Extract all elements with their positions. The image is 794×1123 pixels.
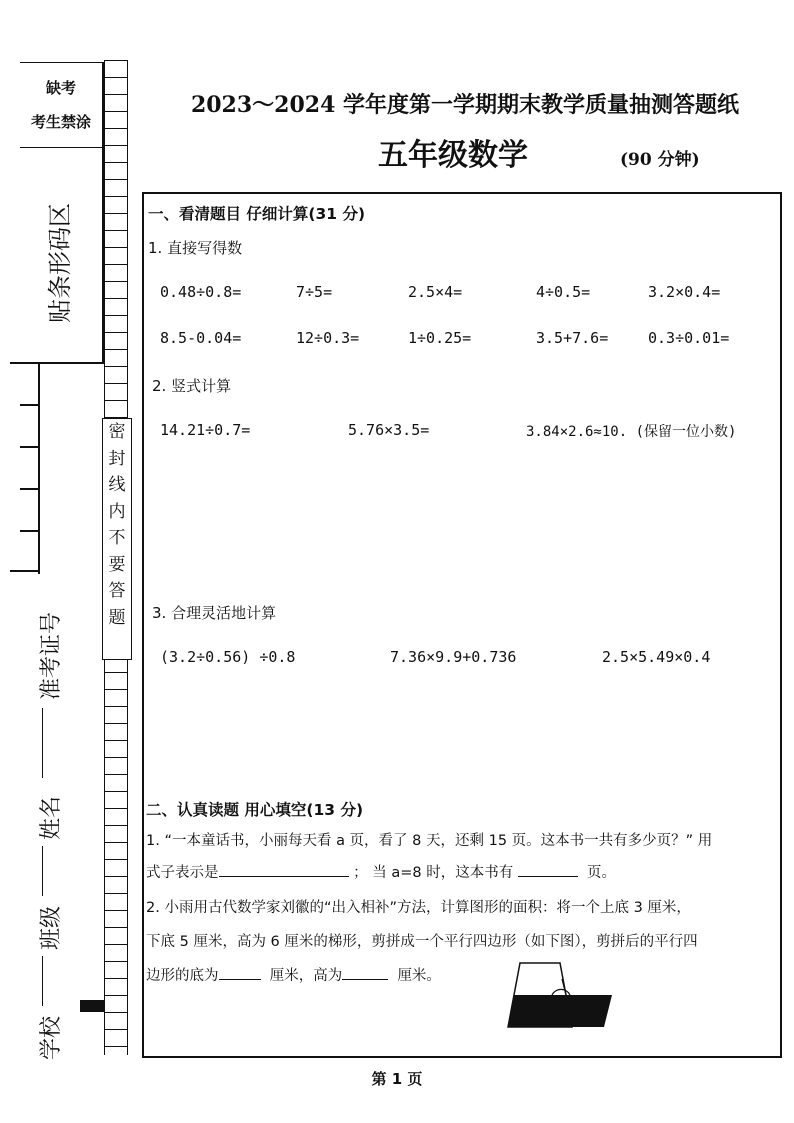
seal-char: 题 — [108, 607, 126, 628]
ladder-rung — [105, 927, 127, 928]
page-number: 第 1 页 — [371, 1070, 423, 1088]
q1-prompt-b: ； 当 a=8 时，这本书有 — [353, 865, 514, 881]
barcode-label: 贴条形码区 — [46, 203, 74, 323]
ladder-rung — [105, 94, 127, 95]
q2-base-blank[interactable] — [219, 965, 261, 980]
q2-line3 — [146, 964, 441, 985]
ladder-rung — [105, 723, 127, 724]
oral-calc-item: 2.5×4= — [408, 283, 463, 301]
ladder-rung — [105, 876, 127, 877]
q1-pages-blank[interactable] — [518, 862, 578, 877]
ladder-rung — [105, 893, 127, 894]
class-line — [42, 956, 43, 1006]
q2-height-blank[interactable] — [342, 965, 388, 980]
name-line — [42, 846, 43, 896]
flexible-calc-item: 7.36×9.9+0.736 — [390, 648, 517, 666]
ladder-rung — [105, 383, 127, 384]
q1-prompt-a: 式子表示是 — [146, 865, 219, 881]
ladder-rung — [105, 825, 127, 826]
ladder-rung — [105, 60, 127, 61]
class-label: 班级 — [39, 905, 64, 950]
no-write-label: 考生禁涂 — [30, 113, 91, 131]
seal-char: 内 — [108, 501, 126, 522]
section1-heading: 一、看清题目 仔细计算(31 分) — [148, 205, 366, 223]
ladder-rung — [105, 366, 127, 367]
seal-char: 要 — [108, 554, 126, 575]
ladder-rung — [105, 774, 127, 775]
rotation-arc — [552, 989, 570, 995]
oral-calc-item: 0.48÷0.8= — [160, 283, 242, 301]
q2-line1: 2. 小雨用古代数学家刘徽的“出入相补”方法，计算图形的面积：将一个上底 3 厘米， — [146, 900, 691, 916]
ladder-rung — [105, 757, 127, 758]
ladder-rung — [105, 281, 127, 282]
ladder-rung — [105, 995, 127, 996]
ladder-rung — [105, 196, 127, 197]
ladder-rung — [105, 808, 127, 809]
seal-char: 封 — [108, 448, 126, 469]
filled-mark — [80, 1000, 104, 1012]
parallelogram-fill — [508, 995, 612, 1027]
ladder-rung — [105, 1029, 127, 1030]
seal-char: 答 — [108, 581, 126, 601]
ladder-rung — [105, 706, 127, 707]
ladder-rung — [105, 298, 127, 299]
part3-label: 3. 合理灵活地计算 — [152, 604, 277, 622]
seal-char: 密 — [108, 422, 126, 442]
absent-box — [20, 62, 102, 148]
q1-expression-blank[interactable] — [219, 862, 349, 877]
duration-label: (90 分钟) — [620, 150, 700, 170]
ladder-rung — [105, 1046, 127, 1047]
ladder-rung — [105, 978, 127, 979]
ladder-rung — [105, 179, 127, 180]
ladder-rung — [105, 1012, 127, 1013]
part1-label: 1. 直接写得数 — [148, 239, 243, 257]
vertical-calc-item: 5.76×3.5= — [348, 421, 430, 439]
ladder-rung — [105, 740, 127, 741]
q2-prompt-b: 厘米，高为 — [269, 968, 343, 984]
ladder-rung — [105, 145, 127, 146]
seal-char: 线 — [108, 475, 126, 495]
ladder-rung — [105, 213, 127, 214]
oral-calc-item: 8.5-0.04= — [160, 329, 242, 347]
q2-prompt-c: 厘米。 — [397, 968, 441, 984]
exam-id-line — [42, 708, 43, 778]
exam-id-boxes — [10, 364, 40, 574]
exam-id-label: 准考证号 — [39, 611, 64, 700]
ladder-rung — [105, 349, 127, 350]
ladder-rung — [105, 162, 127, 163]
subject-title: 五年级数学 — [378, 138, 528, 173]
oral-calc-item: 12÷0.3= — [296, 329, 360, 347]
trapezoid-figure — [500, 955, 620, 1030]
ladder-rung — [105, 791, 127, 792]
oral-calc-item: 4÷0.5= — [536, 283, 591, 301]
ladder-rung — [105, 672, 127, 673]
q1-line2 — [146, 861, 616, 882]
oral-calc-item: 0.3÷0.01= — [648, 329, 730, 347]
seal-line-notice — [102, 418, 132, 660]
ladder-rung — [105, 859, 127, 860]
part2-label: 2. 竖式计算 — [152, 377, 232, 395]
q2-line2: 下底 5 厘米，高为 6 厘米的梯形，剪拼成一个平行四边形（如下图），剪拼后的平行四 — [146, 934, 698, 950]
ladder-rung — [105, 247, 127, 248]
barcode-area — [30, 200, 90, 330]
ladder-rung — [105, 400, 127, 401]
oral-calc-item: 3.2×0.4= — [648, 283, 721, 301]
section2-heading: 二、认真读题 用心填空(13 分) — [146, 801, 364, 819]
ladder-rung — [105, 842, 127, 843]
ladder-rung — [105, 77, 127, 78]
ladder-rung — [105, 961, 127, 962]
ladder-rung — [105, 128, 127, 129]
ladder-rung — [105, 111, 127, 112]
ladder-rung — [105, 332, 127, 333]
flexible-calc-item: 2.5×5.49×0.4 — [602, 648, 711, 666]
oral-calc-item: 3.5+7.6= — [536, 329, 609, 347]
vertical-calc-item: 3.84×2.6≈10. (保留一位小数) — [526, 424, 737, 440]
ladder-rung — [105, 689, 127, 690]
ladder-rung — [105, 230, 127, 231]
exam-title: 2023～2024 学年度第一学期期末教学质量抽测答题纸 — [190, 92, 740, 118]
oral-calc-item: 7÷5= — [296, 283, 333, 301]
q1-line1: 1. “一本童话书，小丽每天看 a 页，看了 8 天，还剩 15 页。这本书一共有多少页？” 用 — [146, 833, 713, 849]
absent-label: 缺考 — [45, 79, 76, 97]
vertical-calc-item: 14.21÷0.7= — [160, 421, 251, 439]
ladder-rung — [105, 944, 127, 945]
seal-char: 不 — [108, 528, 126, 548]
q1-prompt-c: 页。 — [587, 865, 617, 881]
ladder-rung — [105, 264, 127, 265]
ladder-rung — [105, 315, 127, 316]
name-label: 姓名 — [39, 795, 64, 840]
school-label: 学校 — [39, 1015, 64, 1060]
answer-frame — [142, 192, 782, 1058]
oral-calc-item: 1÷0.25= — [408, 329, 472, 347]
flexible-calc-item: (3.2÷0.56) ÷0.8 — [160, 648, 296, 666]
q2-prompt-a: 边形的底为 — [146, 968, 219, 984]
ladder-rung — [105, 910, 127, 911]
